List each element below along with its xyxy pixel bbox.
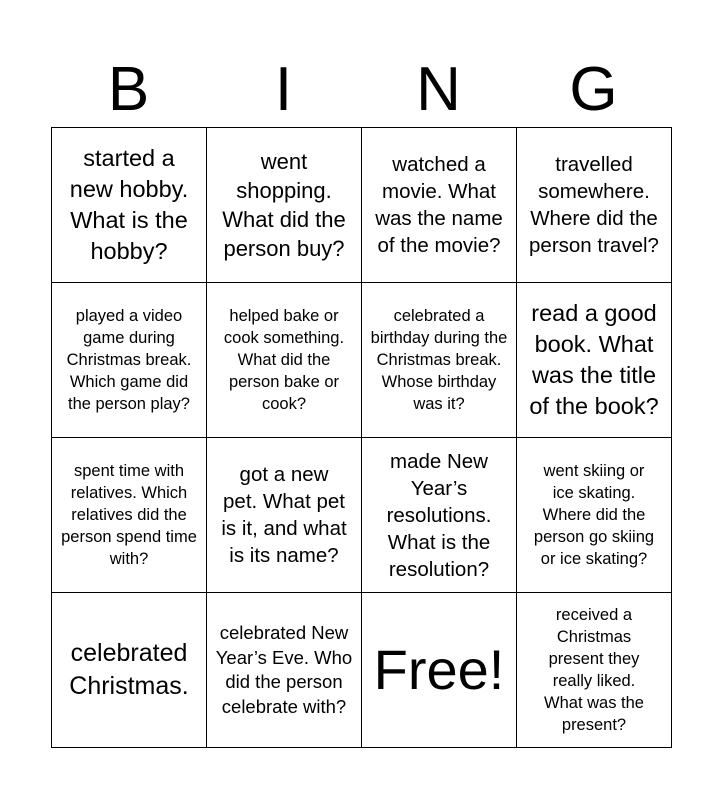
cell-text: got a new pet. What pet is it, and what is its name?	[221, 463, 347, 567]
header-letter-i: I	[274, 55, 293, 124]
bingo-cell-3-1	[52, 438, 207, 593]
bingo-cell-2-4	[517, 283, 672, 438]
header-letter-g: G	[569, 55, 618, 124]
cell-text: made New Year’s resolutions. What is the resolution?	[386, 449, 492, 581]
cell-text: went shopping. What did the person buy?	[222, 149, 346, 261]
cell-text: celebrated a birthday during the Christmas break. Whose birthday was it?	[370, 307, 508, 413]
bingo-cell-4-3-free	[362, 593, 517, 748]
cell-text: spent time with relatives. Which relatives did the person spend time with?	[61, 462, 197, 568]
bingo-cell-4-2	[207, 593, 362, 748]
header-letter-n: N	[416, 55, 461, 124]
bingo-cell-4-4	[517, 593, 672, 748]
bingo-cell-4-1	[52, 593, 207, 748]
cell-text: played a video game during Christmas break. Which game did the person play?	[66, 307, 192, 413]
bingo-cell-2-2	[207, 283, 362, 438]
bingo-cell-2-1	[52, 283, 207, 438]
bingo-cell-3-2	[207, 438, 362, 593]
bingo-cell-1-4	[517, 128, 672, 283]
cell-text: received a Christmas present they really liked. What was the present?	[544, 606, 644, 734]
cell-text: celebrated Christmas.	[69, 639, 189, 700]
cell-text: celebrated New Year’s Eve. Who did the person celebrate with?	[215, 622, 353, 717]
bingo-cell-1-2	[207, 128, 362, 283]
cell-text: read a good book. What was the title of the book?	[529, 300, 659, 419]
bingo-cell-2-3	[362, 283, 517, 438]
cell-text: helped bake or cook something. What did the person bake or cook?	[223, 307, 345, 413]
cell-text: watched a movie. What was the name of the movie?	[375, 153, 503, 257]
header-letter-b: B	[107, 55, 150, 124]
free-space-text: Free!	[373, 638, 505, 701]
bingo-cell-1-3	[362, 128, 517, 283]
bingo-cell-3-3	[362, 438, 517, 593]
bingo-cell-1-1	[52, 128, 207, 283]
bingo-card	[51, 127, 672, 748]
bingo-cell-3-4	[517, 438, 672, 593]
cell-text: started a new hobby. What is the hobby?	[69, 145, 189, 264]
cell-text: went skiing or ice skating. Where did the person go skiing or ice skating?	[533, 462, 655, 568]
bingo-header	[51, 52, 671, 128]
cell-text: travelled somewhere. Where did the person travel?	[529, 153, 659, 257]
